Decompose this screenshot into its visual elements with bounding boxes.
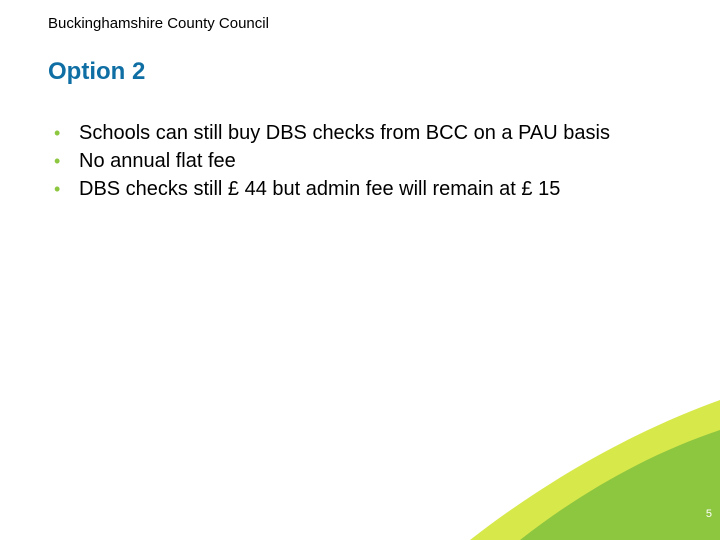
bullet-icon: • [54,179,61,199]
slide-title: Option 2 [48,58,146,85]
bullet-icon: • [54,151,61,171]
bullet-text: DBS checks still £ 44 but admin fee will remain at £ 15 [79,178,561,200]
bullet-text: No annual flat fee [79,150,236,172]
page-number: 5 [705,508,712,520]
bullet-text: Schools can still buy DBS checks from BCC on a PAU basis [79,122,610,144]
bullet-icon: • [54,123,61,143]
organization-name: Buckinghamshire County Council [48,15,269,32]
